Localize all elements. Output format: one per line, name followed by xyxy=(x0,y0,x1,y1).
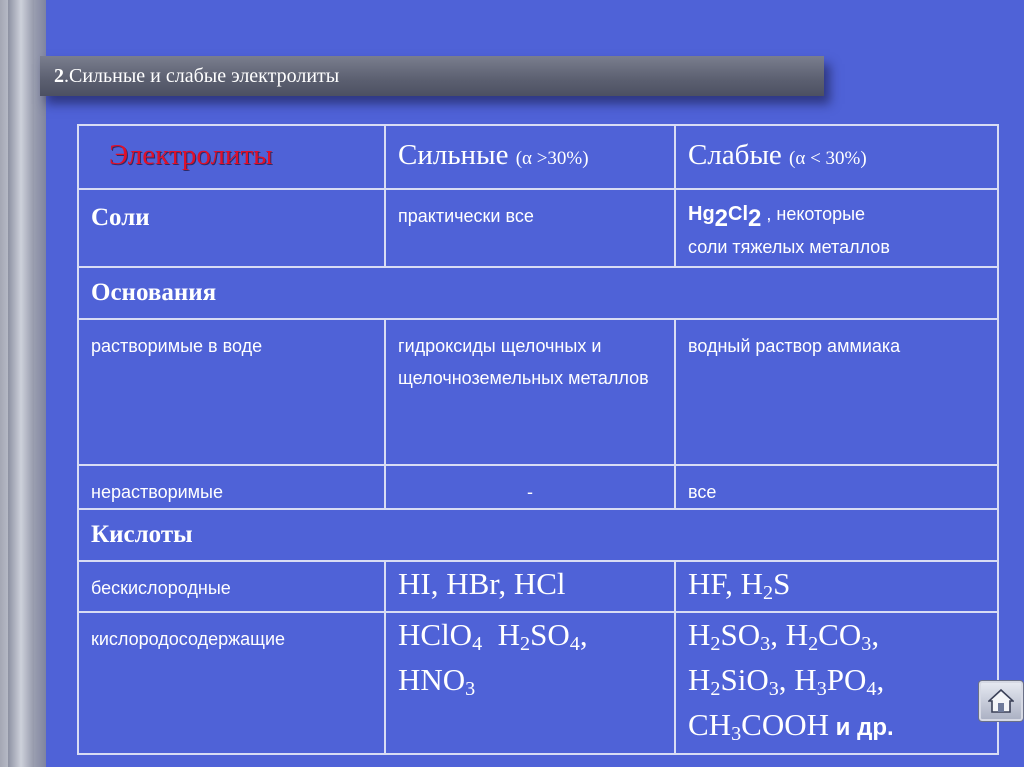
acids-section-row xyxy=(78,509,998,561)
hf-h2s-part-a: HF, H xyxy=(688,566,764,601)
acids-oxygen-strong xyxy=(385,612,675,754)
acids-section-title: Кислоты xyxy=(78,509,998,561)
weak-l1-a: H xyxy=(688,617,711,653)
weak-l3-etc: и др. xyxy=(829,714,894,742)
weak-l2-n3: 3 xyxy=(816,678,827,701)
h2so4-part-so: SO xyxy=(530,617,570,653)
title-text: .Сильные и слабые электролиты xyxy=(64,65,340,87)
weak-l1-n3: 2 xyxy=(808,633,819,656)
h2s-subscript: 2 xyxy=(763,582,774,605)
h2so4-part-h: H xyxy=(482,617,521,653)
left-strip-groove xyxy=(8,0,34,767)
salts-label: Соли xyxy=(78,189,385,267)
header-electrolytes xyxy=(78,125,385,189)
weak-l1-c: , H xyxy=(770,617,809,653)
acids-oxygen-free-weak xyxy=(675,561,998,612)
salts-weak xyxy=(675,189,998,267)
bases-insoluble-row xyxy=(78,465,998,509)
left-decor-strip xyxy=(0,0,46,767)
home-button[interactable] xyxy=(978,680,1024,722)
strong-oxo-comma: , xyxy=(579,617,588,653)
header-row xyxy=(78,125,998,189)
bases-soluble-row xyxy=(78,319,998,465)
title-number: 2 xyxy=(54,65,64,87)
header-weak-condition: (α < 30%) xyxy=(789,148,867,169)
h2so4-subscript-o: 4 xyxy=(569,633,580,656)
salts-row xyxy=(78,189,998,267)
acids-oxygen-free-strong: HI, HBr, HCl xyxy=(385,561,675,612)
bases-section-title: Основания xyxy=(78,267,998,319)
strong-oxo-line-1 xyxy=(398,617,662,662)
weak-l3-n1: 3 xyxy=(731,723,742,746)
weak-l1-n1: 2 xyxy=(710,633,721,656)
cl-subscript: 2 xyxy=(748,205,762,232)
header-strong-condition: (α >30%) xyxy=(515,148,589,169)
acids-oxygen-weak xyxy=(675,612,998,754)
bases-insoluble-strong: - xyxy=(385,465,675,509)
header-weak-label: Слабые xyxy=(688,139,790,171)
slide-title xyxy=(40,56,824,96)
bases-insoluble-label: нерастворимые xyxy=(78,465,385,509)
weak-l1-e: , xyxy=(871,617,880,653)
bases-section-row xyxy=(78,267,998,319)
bases-insoluble-weak: все xyxy=(675,465,998,509)
salts-strong: практически все xyxy=(385,189,675,267)
weak-l1-d: CO xyxy=(818,617,862,653)
acids-oxygen-free-row xyxy=(78,561,998,612)
weak-l2-a: H xyxy=(688,662,711,698)
electrolytes-table xyxy=(77,124,999,755)
weak-l1-n2: 3 xyxy=(760,633,771,656)
header-strong xyxy=(385,125,675,189)
header-weak xyxy=(675,125,998,189)
h2so4-subscript-h: 2 xyxy=(520,633,531,656)
salts-weak-formula-line xyxy=(688,200,985,233)
weak-l2-n2: 3 xyxy=(768,678,779,701)
salts-weak-text: соли тяжелых металлов xyxy=(688,237,890,257)
weak-l3-a: CH xyxy=(688,707,732,743)
weak-l2-e: , xyxy=(876,662,885,698)
acids-oxygen-label: кислородосодержащие xyxy=(78,612,385,754)
home-icon xyxy=(988,688,1014,714)
hno3-part: HNO xyxy=(398,662,466,698)
weak-l2-n1: 2 xyxy=(710,678,721,701)
weak-l1-n4: 3 xyxy=(861,633,872,656)
weak-l2-n4: 4 xyxy=(866,678,877,701)
weak-l2-c: , H xyxy=(778,662,817,698)
weak-oxo-line-2 xyxy=(688,662,985,707)
hg-subscript: 2 xyxy=(714,205,729,232)
hno3-subscript: 3 xyxy=(465,678,476,701)
bases-soluble-strong: гидроксиды щелочных и щелочноземельных металлов xyxy=(385,319,675,465)
weak-l3-b: COOH xyxy=(741,707,829,743)
weak-l1-b: SO xyxy=(720,617,761,653)
strong-oxo-line-2 xyxy=(398,662,662,707)
acids-oxygen-row xyxy=(78,612,998,754)
cl-symbol: Cl xyxy=(728,203,749,225)
weak-oxo-line-3 xyxy=(688,707,985,752)
hclo4-part: HClO xyxy=(398,617,473,653)
header-electrolytes-label: Электролиты xyxy=(109,139,273,171)
salts-weak-tail: , некоторые xyxy=(761,204,866,224)
acids-oxygen-free-label: бескислородные xyxy=(78,561,385,612)
weak-oxo-line-1 xyxy=(688,617,985,662)
weak-l2-d: PO xyxy=(826,662,867,698)
bases-soluble-label: растворимые в воде xyxy=(78,319,385,465)
hg-symbol: Hg xyxy=(688,203,715,225)
bases-soluble-weak: водный раствор аммиака xyxy=(675,319,998,465)
hf-h2s-part-b: S xyxy=(773,566,791,601)
weak-l2-b: SiO xyxy=(720,662,769,698)
header-strong-label: Сильные xyxy=(398,139,516,171)
hclo4-subscript: 4 xyxy=(472,633,483,656)
